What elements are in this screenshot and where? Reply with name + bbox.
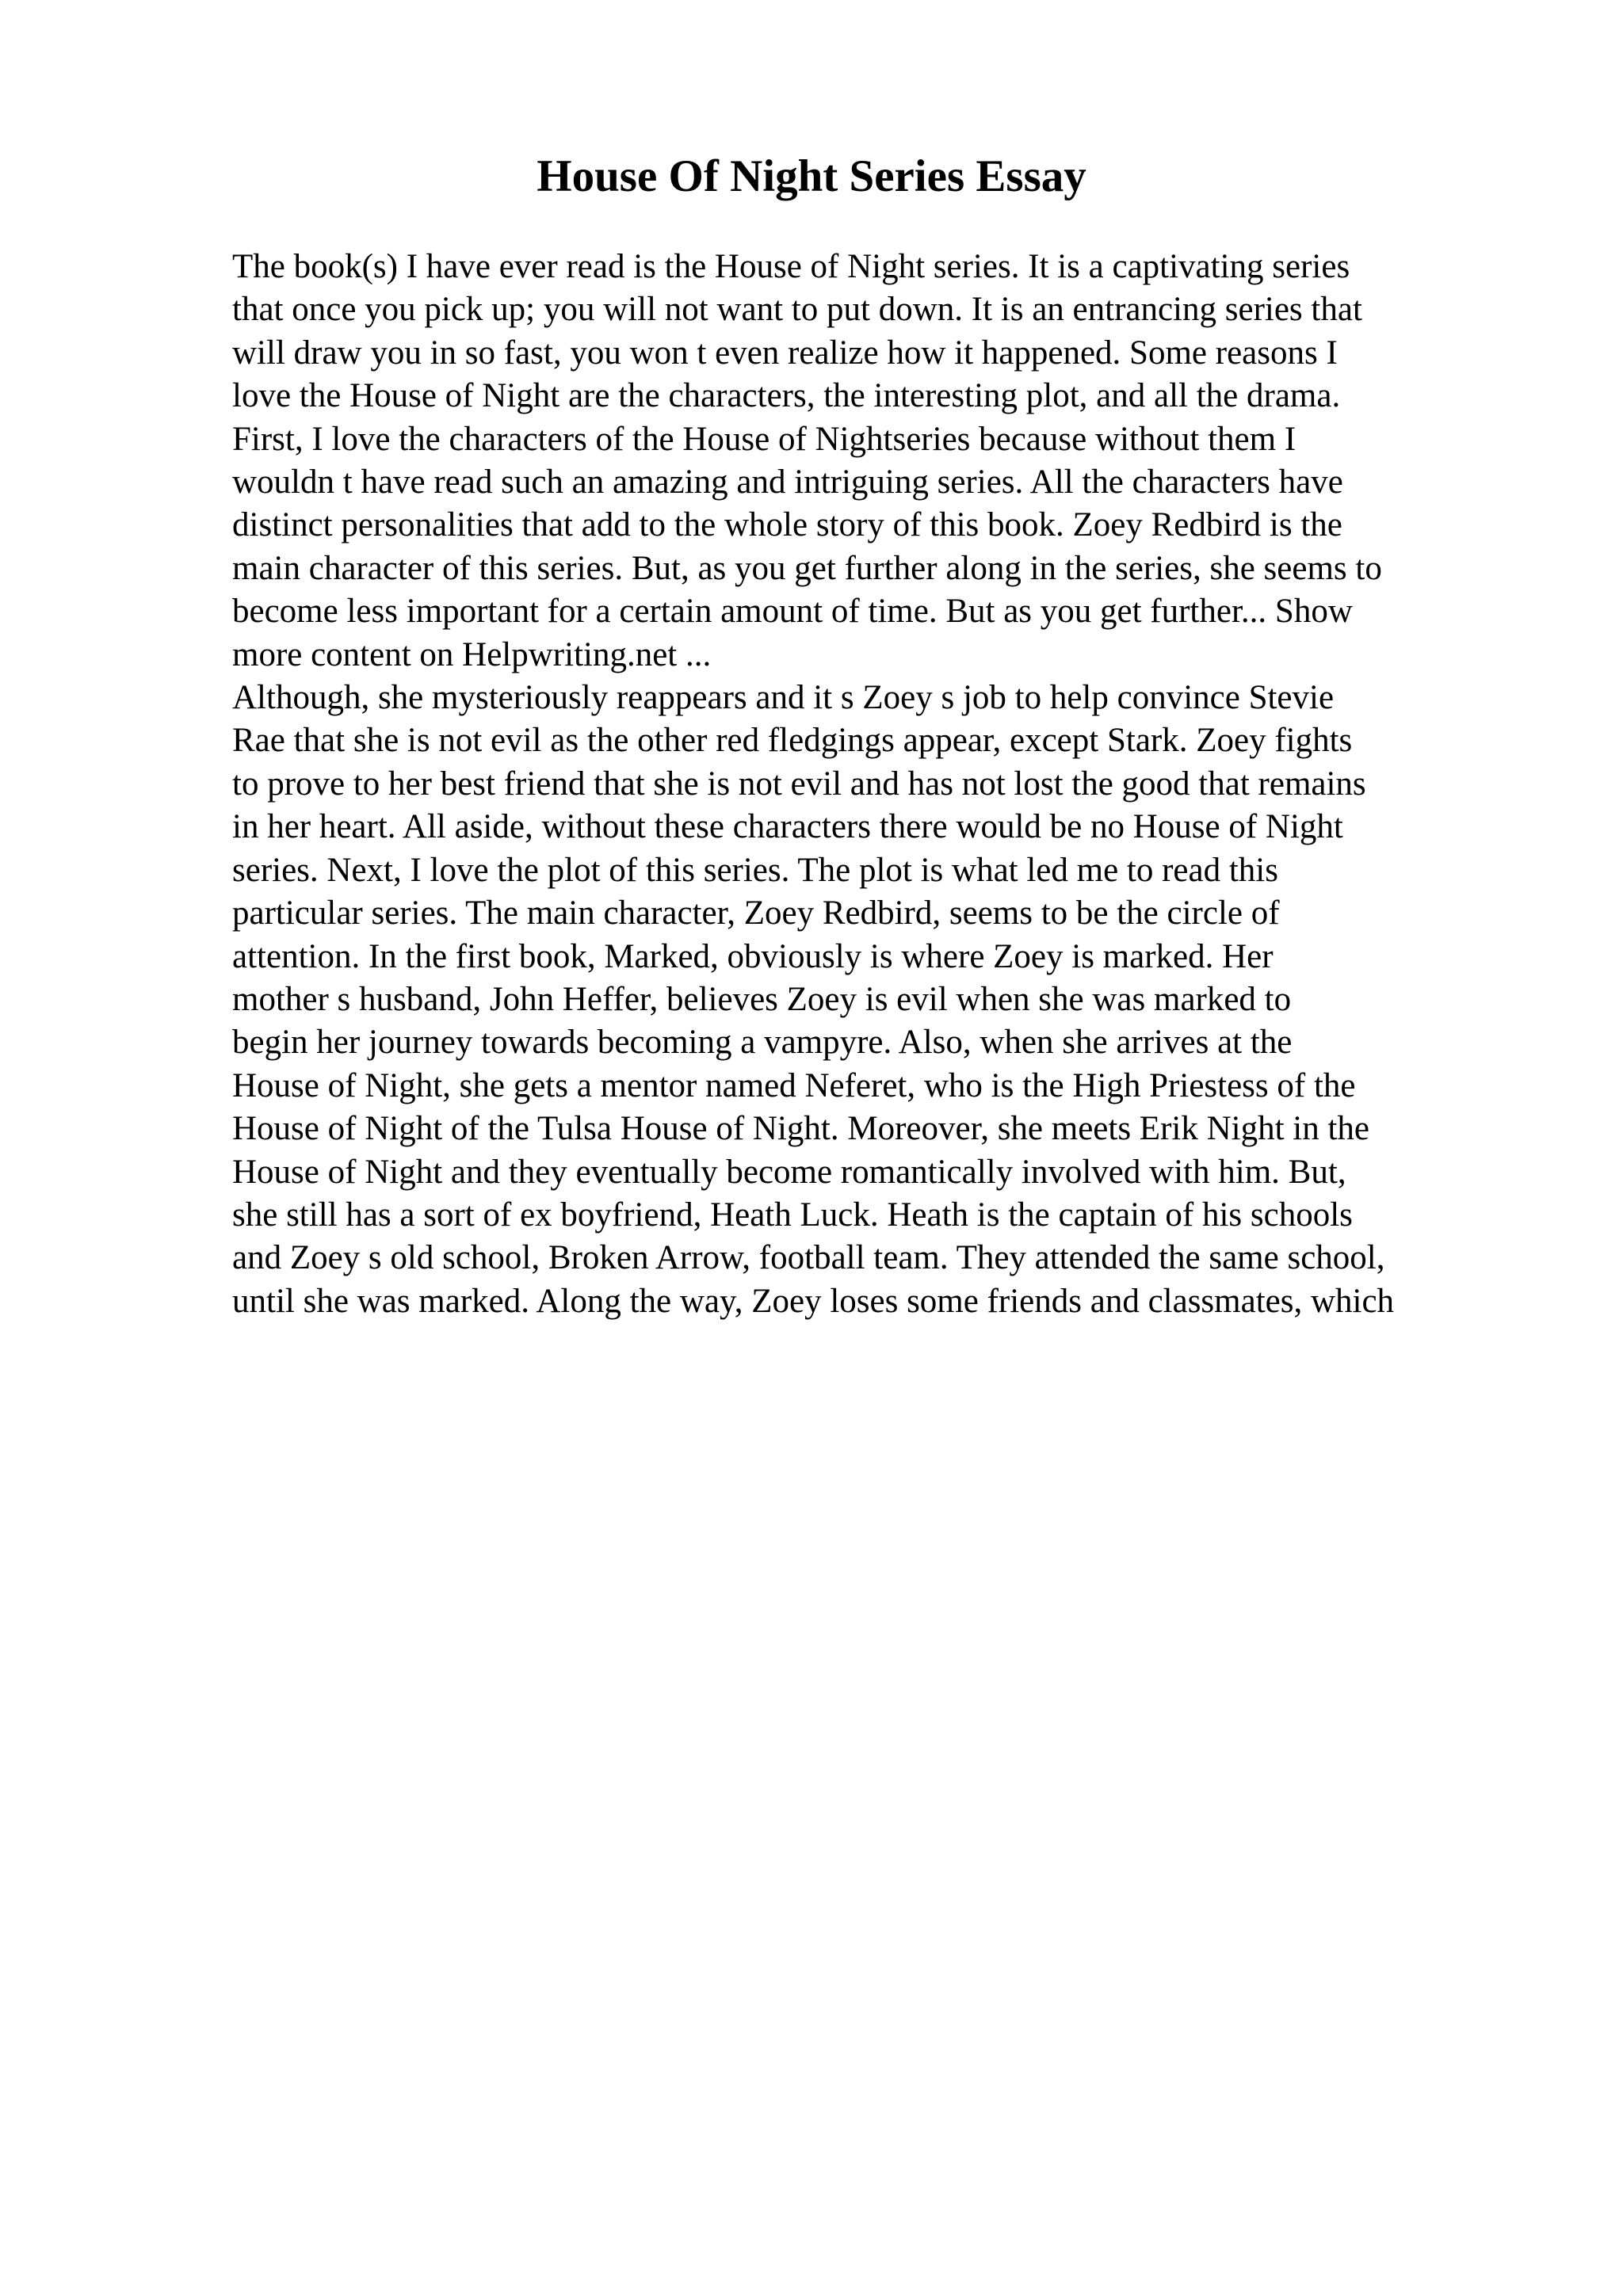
- text-line: in her heart. All aside, without these characters there would be no House of Night: [232, 808, 1343, 846]
- document-title: House Of Night Series Essay: [537, 151, 1086, 201]
- text-line: particular series. The main character, Zoey Redbird, seems to be the circle of: [232, 894, 1280, 933]
- text-line: First, I love the characters of the House of Nightseries because without them I: [232, 420, 1296, 458]
- text-line: more content on Helpwriting.net ...: [232, 635, 712, 673]
- text-line: love the House of Night are the characters, the interesting plot, and all the drama.: [232, 377, 1341, 415]
- text-line: begin her journey towards becoming a vampyre. Also, when she arrives at the: [232, 1024, 1293, 1062]
- text-line: that once you pick up; you will not want to put down. It is an entrancing series that: [232, 291, 1362, 329]
- text-line: to prove to her best friend that she is not evil and has not lost the good that remains: [232, 765, 1366, 803]
- text-line: main character of this series. But, as you get further along in the series, she seems to: [232, 549, 1382, 587]
- essay-body: [232, 246, 1500, 1323]
- text-line: Although, she mysteriously reappears and it s Zoey s job to help convince Stevie: [232, 679, 1335, 717]
- text-line: House of Night, she gets a mentor named Neferet, who is the High Priestess of the: [232, 1066, 1356, 1104]
- text-line: series. Next, I love the plot of this series. The plot is what led me to read this: [232, 851, 1278, 889]
- text-line: House of Night and they eventually become romantically involved with him. But,: [232, 1153, 1346, 1191]
- text-line: wouldn t have read such an amazing and intriguing series. All the characters have: [232, 463, 1343, 502]
- text-line: she still has a sort of ex boyfriend, Heath Luck. Heath is the captain of his schools: [232, 1196, 1353, 1234]
- text-line: The book(s) I have ever read is the House of Night series. It is a captivating series: [232, 248, 1350, 285]
- text-line: become less important for a certain amount of time. But as you get further... Show: [232, 593, 1353, 631]
- text-line: distinct personalities that add to the whole story of this book. Zoey Redbird is the: [232, 506, 1342, 544]
- text-line: Rae that she is not evil as the other red fledgings appear, except Stark. Zoey fights: [232, 722, 1353, 760]
- text-line: will draw you in so fast, you won t even realize how it happened. Some reasons I: [232, 334, 1338, 372]
- text-line: attention. In the first book, Marked, obviously is where Zoey is marked. Her: [232, 937, 1274, 975]
- text-line: and Zoey s old school, Broken Arrow, football team. They attended the same school,: [232, 1239, 1385, 1277]
- text-line: mother s husband, John Heffer, believes Zoey is evil when she was marked to: [232, 980, 1292, 1018]
- text-line: House of Night of the Tulsa House of Night. Moreover, she meets Erik Night in the: [232, 1110, 1370, 1148]
- text-line: until she was marked. Along the way, Zoey loses some friends and classmates, which: [232, 1282, 1395, 1320]
